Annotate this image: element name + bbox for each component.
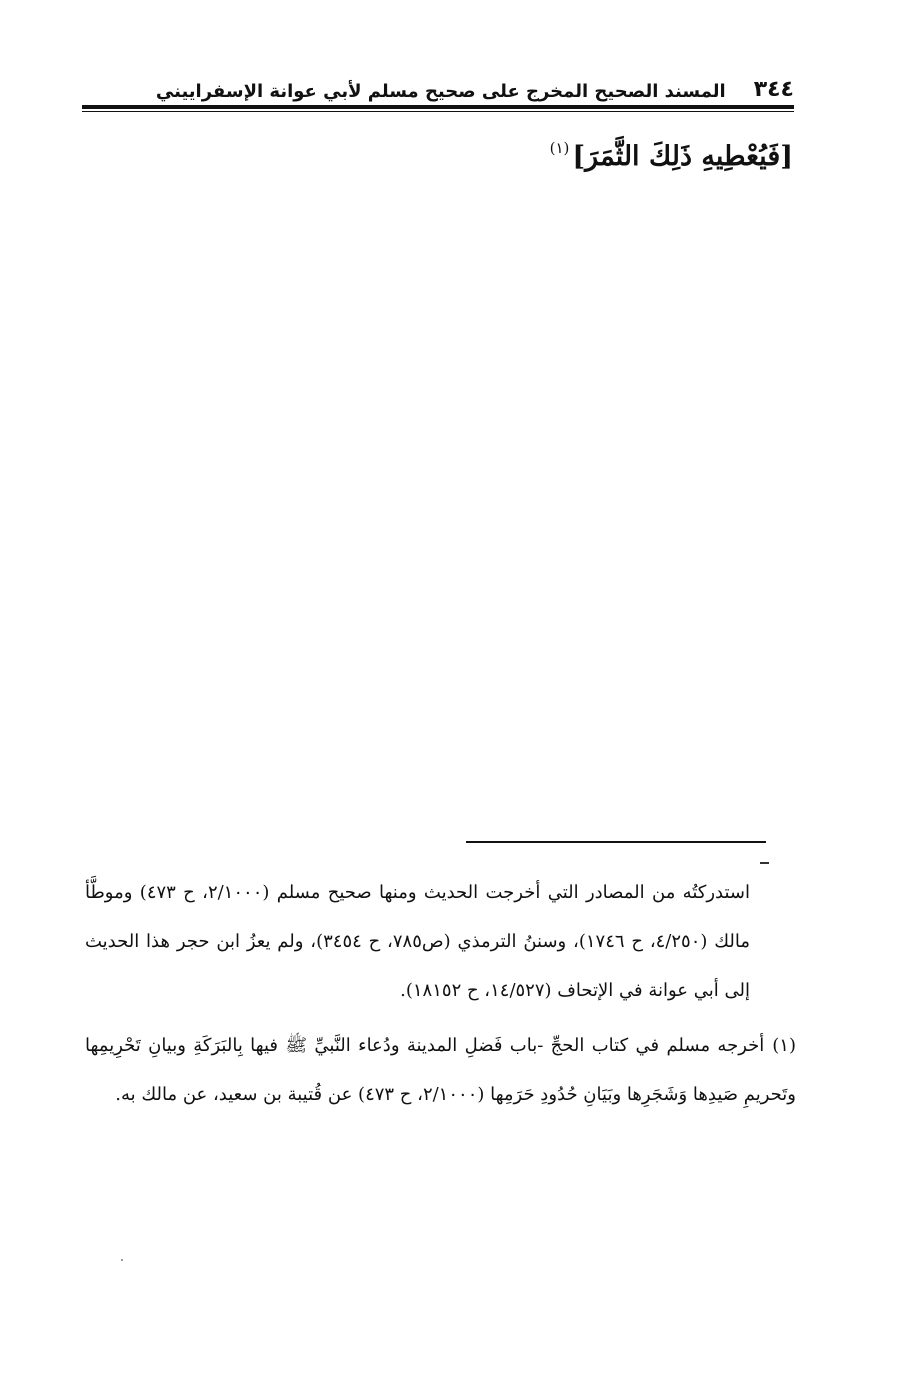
- page-header: [82, 68, 794, 102]
- scan-speck: [121, 1259, 123, 1261]
- footnotes: [85, 868, 796, 1119]
- main-text: [550, 128, 793, 177]
- running-title: المسند الصحيح المخرج على صحيح مسلم لأبي عوانة الإسفراييني: [155, 81, 726, 102]
- footnote-1-text: أخرجه مسلم في كتاب الحجِّ -باب فَضلِ المدينة ودُعاء النَّبيِّ ﷺ فيها بِالبَرَكَةِ وبيانِ تَحْرِيمِها وتَحريمِ صَيدِها وَشَجَرِها وبَيَانِ حُدُودِ حَرَمِها (٢/١٠٠٠، ح ٤٧٣) عن قُتيبة بن سعيد، عن مالك به.: [85, 1035, 796, 1105]
- footnote-1-number: (١): [772, 1035, 796, 1056]
- editor-note: استدركتُه من المصادر التي أخرجت الحديث ومنها صحيح مسلم (٢/١٠٠٠، ح ٤٧٣) وموطَّأ مالك (٤/٢٥٠، ح ١٧٤٦)، وسننُ الترمذي (ص٧٨٥، ح ٣٤٥٤)، ولم يعزُ ابن حجر هذا الحديث إلى أبي عوانة في الإتحاف (١٤/٥٢٧، ح ١٨١٥٢).: [85, 882, 751, 1001]
- page-number: ٣٤٤: [753, 77, 794, 102]
- editor-note-marker: [760, 862, 769, 864]
- footnote-separator: [466, 841, 766, 843]
- header-rule-thin: [82, 111, 794, 112]
- header-rule-thick: [82, 105, 794, 109]
- footnote-reference: (١): [549, 139, 570, 157]
- hadith-fragment: [فَيُعْطِيهِ ذَلِكَ الثَّمَرَ]: [572, 141, 793, 172]
- footnote-1: [85, 1021, 796, 1119]
